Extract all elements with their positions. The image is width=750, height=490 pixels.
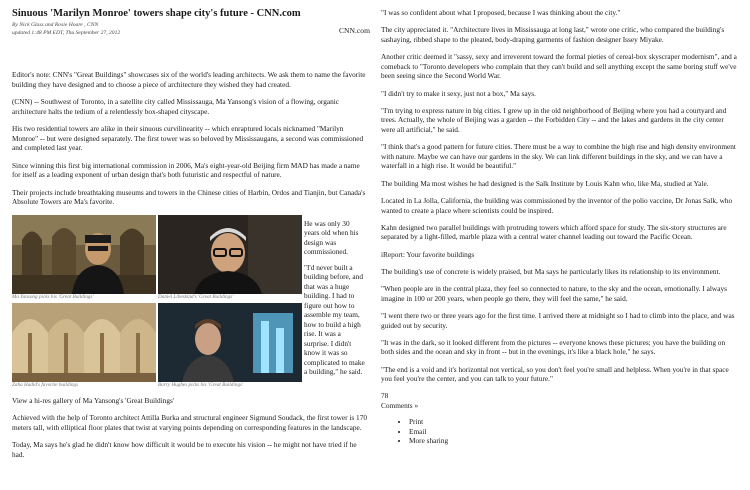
quote-paragraph: "I'd never built a building before, and that was a huge building. I had to figure out how to assemble my team, how to build a high rise. It was a surprise. I didn't know it was so complicated to make a building," he said. [304,262,365,377]
updated-timestamp: updated 1:48 PM EDT, Thu September 27, 2012 [12,29,121,36]
left-column [12,8,370,467]
right-column [381,8,739,446]
body-paragraph: Today, Ma says he's glad he didn't know how difficult it would be to execute his vision -- he might not have tried if he had. [12,440,357,459]
photo-barry-hughes[interactable] [158,303,302,382]
photo-zaha-hadid[interactable] [12,303,156,382]
photo-caption: Daniel Libeskind's 'Great Buildings' [158,293,234,300]
photo-caption: Zaha Hadid's favorite buildings [12,381,79,388]
body-paragraph: Located in La Jolla, California, the building was commissioned by the inventor of the polio vaccine, Dr Jonas Salk, who wanted to create a place where scientists could be inspired. [381,195,733,215]
body-paragraph: His two residential towers are alike in their sinuous curvilinearity -- which enraptured locals nicknamed "Marilyn Monroe" -- but were designed separately. The first tower was so beloved by Mississaugans, a second was commissioned and completed last year. [12,124,364,153]
share-list [381,417,739,447]
body-paragraph: The city appreciated it. "Architecture lives in Mississauga at long last," wrote one critic, who compared the building's sashaying, ribbed shape to the pleated, body-draping garments of fashion designer Issey Miyake. [381,25,725,44]
body-paragraph: Kahn designed two parallel buildings with protruding towers which afford space for study. The six-story structures are separated by a light-filled, marble plaza with a central water channel leading out toward the Pacific Ocean. [381,222,727,242]
body-paragraph: Another critic deemed it "sassy, sexy and irreverent toward the formal pieties of cereal-box skyscraper modernism", and a comeback to "Toronto developers who complain that they can't build and sell anything except the same boring stuff we've been seeing since the Second World War. [381,52,737,81]
photo-caption: Ma Yansong picks his 'Great Buildings' [12,293,94,300]
body-paragraph: Since winning this first big international commission in 2006, Ma's eight-year-old Beijing firm MAD has made a name for itself as a leading exponent of urban design that's both futuristic and respectful of nature. [12,160,360,180]
photo-ma-yansong[interactable] [12,215,156,294]
body-paragraph: The building's use of concrete is widely praised, but Ma says he particularly likes its relationship to its environment. [381,266,721,276]
byline: By Nick Glass and Rosie Hoare , CNN [12,21,99,28]
body-paragraph: He was only 30 years old when his design was commissioned. [304,218,359,257]
quote-paragraph: "I was so confident about what I proposed, because I was thinking about the city." [381,8,621,17]
body-paragraph: (CNN) -- Southwest of Toronto, in a satellite city called Mississauga, Ma Yansong's vision of a flowing, organic architecture halts the tedium of a relentlessly box-shaped cityscape. [12,97,340,116]
share-more-link[interactable]: • More sharing [409,436,739,446]
share-print-link[interactable]: • Print [409,417,739,427]
body-paragraph: Achieved with the help of Toronto architect Attilla Burka and structural engineer Sigmund Soudack, the first tower is 170 meters tall, with elliptical floor plates that twist at varying points depending on corresponding features in the landscape. [12,413,367,432]
site-name: CNN.com [338,26,370,35]
gallery-side-text [304,219,366,383]
body-paragraph: Their projects include breathtaking museums and towers in the Chinese cities of Harbin, Ordos and Tianjin, but Canada's Absolute Towers are Ma's favorite. [12,187,366,207]
quote-paragraph: "It was in the dark, so it looked different from the pictures -- everyone knows these pictures; you have the building on both sides and the ocean and sky in front -- but in the evenings, it's like a black hole," he says. [381,337,726,357]
ireport-link[interactable]: iReport: Your favorite buildings [381,249,475,259]
quote-paragraph: "When people are in the central plaza, they feel so connected to nature, to the sky and the ocean, emotionally. I always imagine in 100 or 200 years, when people go there, they will feel the same," he said. [381,284,727,303]
comments-link[interactable]: Comments » [381,401,419,411]
quote-paragraph: "I didn't try to make it sexy, just not a box," Ma says. [381,88,536,98]
quote-paragraph: "I think that's a good pattern for future cities. There must be a way to combine the high rise and high density environment with nature. Maybe we can have our gardens in the sky. We can link different buildings in the sky, and we can have a waterfall in a high rise. It would be beautiful." [381,142,736,171]
share-email-link[interactable]: • Email [409,427,739,437]
article-header [12,8,370,48]
body-paragraph: The building Ma most wishes he had designed is the Salk Institute by Louis Kahn who, like Ma, studied at Yale. [381,178,709,188]
comment-count: 78 [381,391,389,401]
photo-daniel-libeskind[interactable] [158,215,302,294]
photo-gallery [12,215,370,388]
quote-paragraph: "I'm trying to express nature in big cities. I grew up in the old neighborhood of Beijing where you had a courtyard and trees. Actually, the whole of Beijing was a garden -- the Forbidden City -- and the lakes and gardens in the city center were all artificial," he said. [381,105,727,134]
headline: Sinuous 'Marilyn Monroe' towers shape city's future - CNN.com [12,8,301,19]
gallery-link[interactable]: View a hi-res gallery of Ma Yansong's 'Great Buildings' [12,395,175,405]
quote-paragraph: "I went there two or three years ago for the first time. I arrived there at midnight so I had to climb into the place, and was guided out by security. [381,310,735,330]
quote-paragraph: "The end is a void and it's horizontal not vertical, so you don't feel you're small and helpless. When you're in that space you feel you're the center, and you can talk to your future." [381,364,729,384]
photo-caption: Barry Hughes picks his 'Great Buildings' [158,381,244,388]
editors-note: Editor's note: CNN's "Great Buildings" showcases six of the world's leading architects. We ask them to name the favorite building they have designed and to choose a piece of architecture they wished they had created. [12,70,366,89]
